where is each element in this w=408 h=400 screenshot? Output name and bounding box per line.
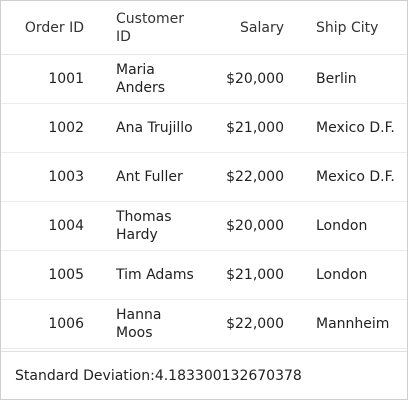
cell-customer-id[interactable]: Thomas Hardy bbox=[116, 209, 172, 243]
aggregate-value: 4.183300132670378 bbox=[154, 367, 302, 384]
cell-ship-city[interactable]: London bbox=[316, 218, 368, 234]
cell-salary[interactable]: $21,000 bbox=[226, 120, 284, 136]
cell-salary[interactable]: $22,000 bbox=[226, 169, 284, 185]
column-header-customer-id[interactable]: Customer ID bbox=[116, 10, 185, 45]
cell-order-id[interactable]: 1004 bbox=[48, 218, 84, 234]
cell-customer-id[interactable]: Ant Fuller bbox=[116, 169, 183, 185]
cell-order-id[interactable]: 1006 bbox=[48, 316, 84, 332]
table-row[interactable] bbox=[1, 55, 407, 104]
cell-customer-id[interactable]: Ana Trujillo bbox=[116, 120, 193, 136]
cell-salary[interactable]: $21,000 bbox=[226, 267, 284, 283]
table-row[interactable] bbox=[1, 251, 407, 300]
column-header-order-id[interactable]: Order ID bbox=[24, 19, 84, 36]
column-header-ship-city[interactable]: Ship City bbox=[316, 19, 379, 36]
cell-customer-id[interactable]: Hanna Moos bbox=[116, 307, 162, 341]
cell-customer-id[interactable]: Tim Adams bbox=[116, 267, 194, 283]
cell-customer-id[interactable]: Maria Anders bbox=[116, 62, 165, 96]
cell-order-id[interactable]: 1003 bbox=[48, 169, 84, 185]
cell-order-id[interactable]: 1001 bbox=[48, 71, 84, 87]
cell-salary[interactable]: $20,000 bbox=[226, 71, 284, 87]
cell-order-id[interactable]: 1005 bbox=[48, 267, 84, 283]
aggregate-label: Standard Deviation: bbox=[15, 367, 155, 384]
cell-salary[interactable]: $22,000 bbox=[226, 316, 284, 332]
cell-ship-city[interactable]: Berlin bbox=[316, 71, 357, 87]
aggregate-footer bbox=[1, 351, 407, 399]
cell-salary[interactable]: $20,000 bbox=[226, 218, 284, 234]
cell-order-id[interactable]: 1002 bbox=[48, 120, 84, 136]
cell-ship-city[interactable]: Mexico D.F. bbox=[316, 120, 395, 136]
column-header-salary[interactable]: Salary bbox=[240, 19, 284, 36]
table-row[interactable] bbox=[1, 153, 407, 202]
cell-ship-city[interactable]: London bbox=[316, 267, 368, 283]
table-row[interactable] bbox=[1, 300, 407, 349]
cell-ship-city[interactable]: Mannheim bbox=[316, 316, 390, 332]
cell-ship-city[interactable]: Mexico D.F. bbox=[316, 169, 395, 185]
table-row[interactable] bbox=[1, 104, 407, 153]
grid-header bbox=[1, 1, 407, 55]
table-row[interactable] bbox=[1, 202, 407, 251]
